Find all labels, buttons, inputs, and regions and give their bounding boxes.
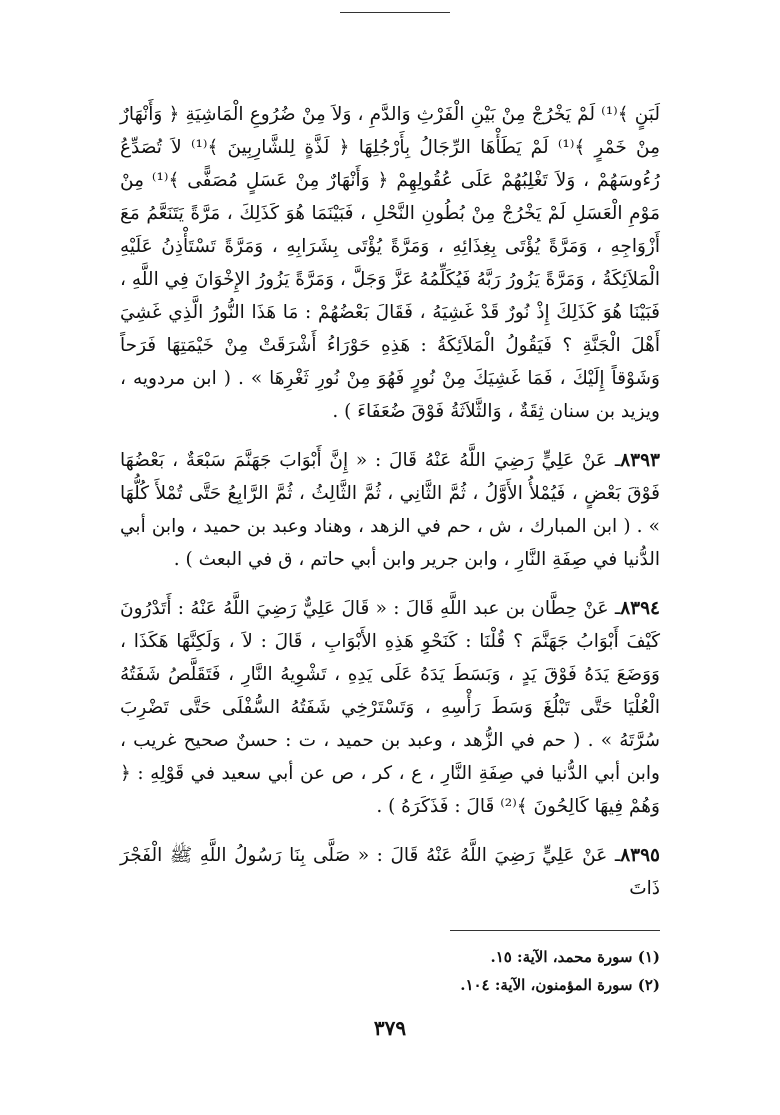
hadith-8393 <box>120 444 660 576</box>
footnote-rule <box>450 930 660 931</box>
page-number: ٣٧٩ <box>373 1016 407 1040</box>
hadith-number: ٨٣٩٥ <box>620 845 660 866</box>
hadith-number: ٨٣٩٣ <box>620 450 660 471</box>
paragraph-text: ـ عَنْ عَلِيٍّ رَضِيَ اللَّهُ عَنْهُ قَالَ : « إِنَّ أَبْوَابَ جَهَنَّمَ سَبْعَةٌ ، بَعْضُهَا فَوْقَ بَعْضٍ ، فَيُمْلأُ الأَوَّلُ ، ثُمَّ الثَّانِي ، ثُمَّ الثَّالِثُ ، ثُمَّ الرَّابِعُ حَتَّى تُمْلأَ كُلُّهَا » . ( ابن المبارك ، ش ، حم في الزهد ، وهناد وعبد بن حميد ، وابن أبي الدُّنيا في صِفَةِ النَّارِ ، وابن جرير وابن أبي حاتم ، ق في البعث ) . <box>120 450 660 570</box>
paragraph-text: لَبَنٍ ﴾⁽¹⁾ لَمْ يَخْرُجْ مِنْ بَيْنِ الْفَرْثِ وَالدَّمِ ، وَلاَ مِنْ ضُرُوعِ الْمَاشِيَةِ ﴿ وَأَنْهَارٌ مِنْ خَمْرٍ ﴾⁽¹⁾ لَمْ يَطَأْهَا الرِّجَالُ بِأَرْجُلِهَا ﴿ لَذَّةٍ لِلشَّارِبِينَ ﴾⁽¹⁾ لاَ تُصَدِّعُ رُءُوسَهُمْ ، وَلاَ تَغْلِبُهُمْ عَلَى عُقُولِهِمْ ﴿ وَأَنْهَارٌ مِنْ عَسَلٍ مُصَفًّى ﴾⁽¹⁾ مِنْ مَوْمِ الْعَسَلِ لَمْ يَخْرُجْ مِنْ بُطُونِ النَّحْلِ ، فَبَيْنَمَا هُوَ كَذَلِكَ ، مَرَّةً يَتَنَعَّمُ مَعَ أَزْوَاجِهِ ، وَمَرَّةً يُؤْتَى بِغِذَائِهِ ، وَمَرَّةً يُؤْتَى بِشَرَابِهِ ، وَمَرَّةً تَسْتَأْذِنُ عَلَيْهِ الْمَلاَئِكَةُ ، وَمَرَّةً يَزُورُ رَبَّهُ فَيُكَلِّمُهُ عَزَّ وَجَلَّ ، وَمَرَّةً يَزُورُ الإِخْوَانَ فِي اللَّهِ ، فَبَيْنَا هُوَ كَذَلِكَ إِذْ نُورٌ قَدْ غَشِيَهُ ، فَقَالَ بَعْضُهُمْ : مَا هَذَا النُّورُ الَّذِي غَشِيَ أَهْلَ الْجَنَّةِ ؟ فَيَقُولُ الْمَلاَئِكَةُ : هَذِهِ حَوْرَاءُ أَشْرَقَتْ مِنْ خَيْمَتِهَا فَرَحاً وَشَوْقاً إِلَيْكَ ، فَمَا غَشِيَكَ مِنْ نُورٍ فَهُوَ مِنْ نُورِ ثَغْرِهَا » . ( ابن مردويه ، ويزيد بن سنان ثِقَةٌ ، وَالثَّلاَثَةُ فَوْقَ ضُعَفَاءَ ) . <box>120 104 660 422</box>
paragraph-text: ـ عَنْ عَلِيٍّ رَضِيَ اللَّهُ عَنْهُ قَالَ : « صَلَّى بِنَا رَسُولُ اللَّهِ ﷺ الْفَجْرَ ذَاتَ <box>120 845 660 899</box>
top-rule <box>340 12 450 13</box>
hadith-number: ٨٣٩٤ <box>620 598 660 619</box>
hadith-8395 <box>120 839 660 905</box>
footnote-1: (١) سورة محمد، الآية: ١٥. <box>490 948 660 966</box>
paragraph-continuation <box>120 98 660 428</box>
paragraph-text: ـ عَنْ حِطَّان بن عبد اللَّهِ قَالَ : « قَالَ عَلِيٌّ رَضِيَ اللَّهُ عَنْهُ : أَتَدْرُونَ كَيْفَ أَبْوَابُ جَهَنَّمَ ؟ قُلْنَا : كَنَحْوِ هَذِهِ الأَبْوَابِ ، قَالَ : لاَ ، وَلَكِنَّهَا هَكَذَا ، وَوَضَعَ يَدَهُ فَوْقَ يَدٍ ، وَبَسَطَ يَدَهُ عَلَى يَدِهِ ، تَشْوِيهُ النَّارِ ، فَتَقَلَّصُ شَفَتُهُ الْعُلْيَا حَتَّى تَبْلُغَ وَسَطَ رَأْسِهِ ، وَتَسْتَرْخِي شَفَتُهُ السُّفْلَى حَتَّى تَضْرِبَ سُرَّتَهُ » . ( حم في الزُّهد ، وعبد بن حميد ، ت : حسنٌ صحيح غريب ، وابن أبي الدُّنيا في صِفَةِ النَّارِ ، ع ، كر ، ص عن أبي سعيد في قَوْلِهِ : ﴿ وَهُمْ فِيهَا كَالِحُونَ ﴾⁽²⁾ قَالَ : فَذَكَرَهُ ) . <box>120 598 660 817</box>
footnotes <box>120 930 660 999</box>
hadith-8394 <box>120 592 660 823</box>
page-body <box>120 98 660 905</box>
footnote-2: (٢) سورة المؤمنون، الآية: ١٠٤. <box>460 976 660 994</box>
